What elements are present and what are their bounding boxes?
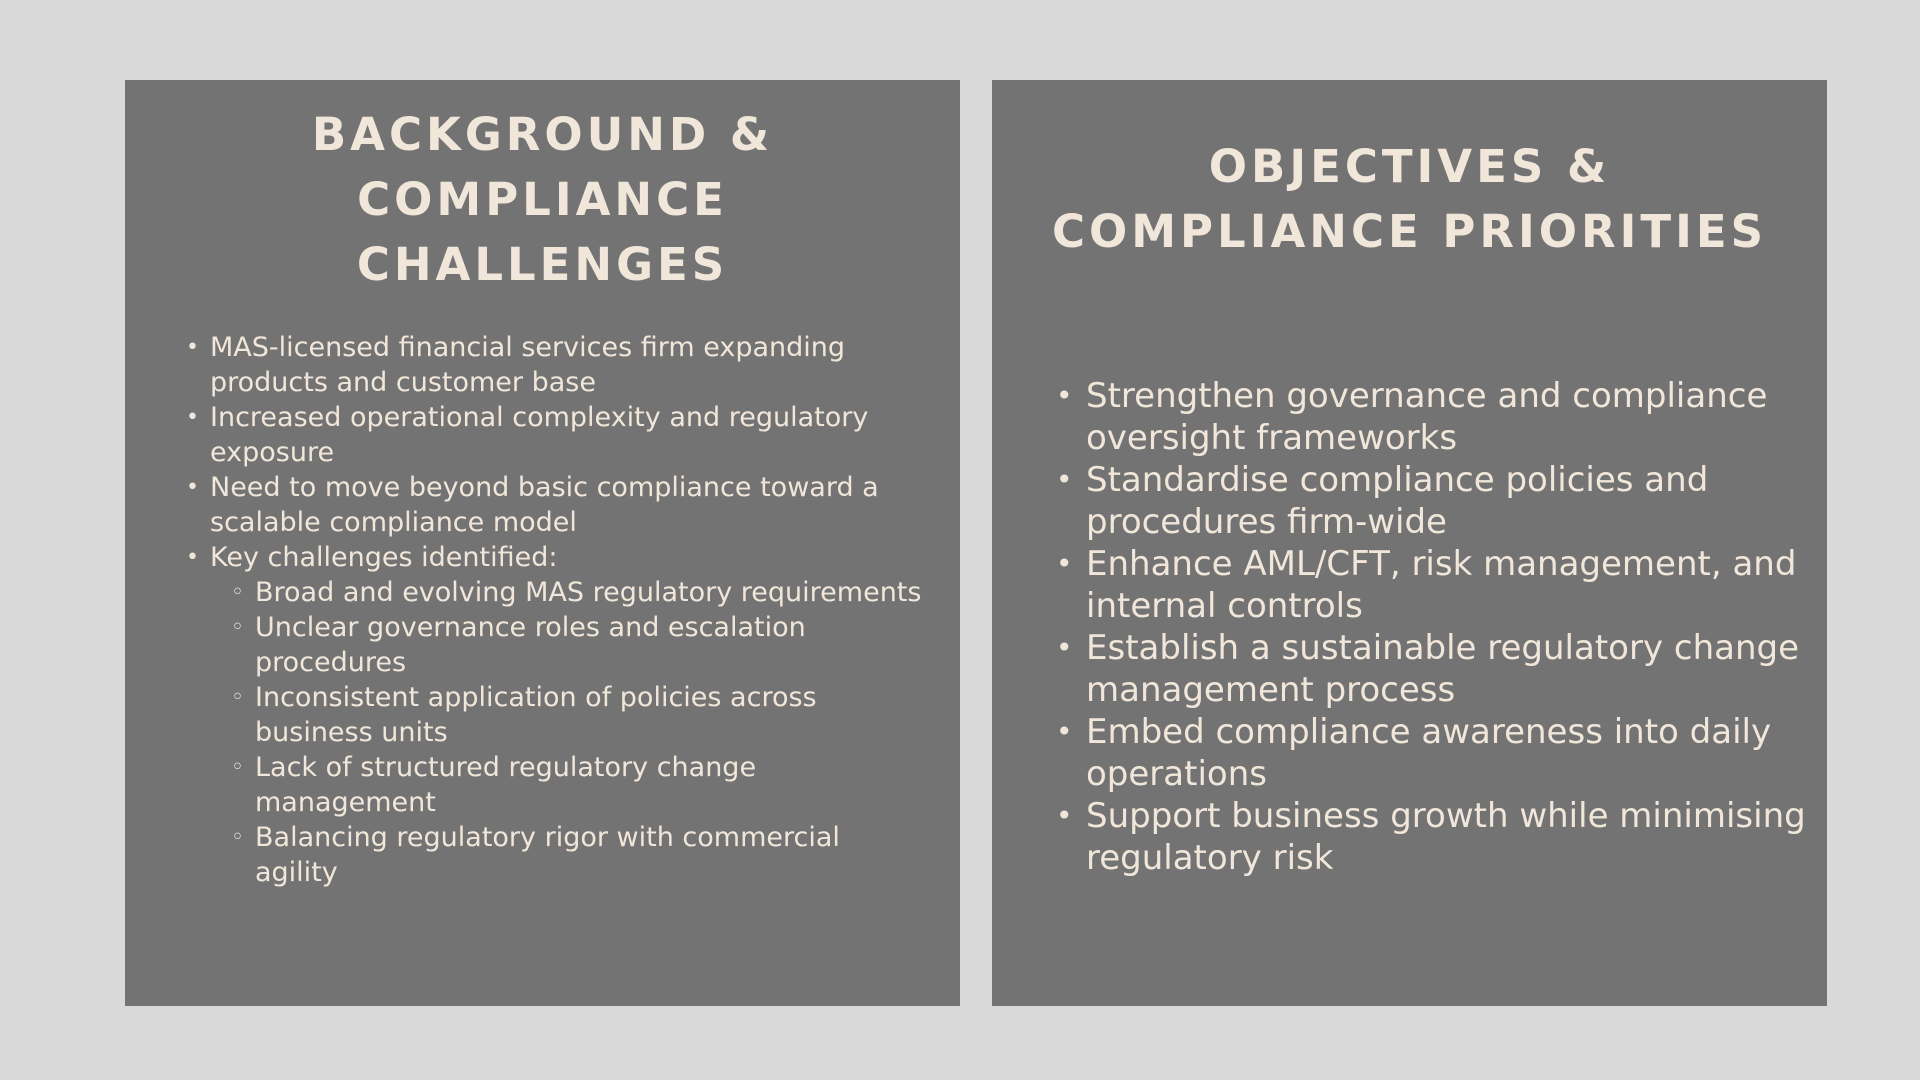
bullet-item: • Establish a sustainable regulatory change management process [1086, 627, 1806, 711]
objectives-bullet-list [1086, 375, 1806, 879]
bullet-item: • Enhance AML/CFT, risk management, and internal controls [1086, 543, 1806, 627]
objectives-priorities-title [992, 134, 1827, 264]
bullet-item: • MAS-licensed financial services firm expanding products and customer base [210, 330, 930, 400]
bullet-item: • Need to move beyond basic compliance toward a scalable compliance model [210, 470, 930, 540]
objectives-priorities-panel [992, 80, 1827, 1006]
title-line: COMPLIANCE [357, 173, 728, 226]
bullet-item: • Standardise compliance policies and procedures firm-wide [1086, 459, 1806, 543]
background-bullet-list [210, 330, 930, 890]
background-challenges-title [125, 102, 960, 297]
sub-bullet-item: ◦ Lack of structured regulatory change management [255, 750, 930, 820]
title-line: COMPLIANCE PRIORITIES [1052, 205, 1767, 258]
sub-bullet-item: ◦ Balancing regulatory rigor with commercial agility [255, 820, 930, 890]
bullet-item-label: Key challenges identified: [210, 542, 558, 573]
bullet-item: • Support business growth while minimising regulatory risk [1086, 795, 1806, 879]
bullet-item: • Strengthen governance and compliance oversight frameworks [1086, 375, 1806, 459]
sub-bullet-item: ◦ Unclear governance roles and escalation procedures [255, 610, 930, 680]
bullet-item: • Increased operational complexity and regulatory exposure [210, 400, 930, 470]
bullet-item: • Embed compliance awareness into daily operations [1086, 711, 1806, 795]
sub-bullet-item: ◦ Inconsistent application of policies across business units [255, 680, 930, 750]
background-challenges-panel [125, 80, 960, 1006]
title-line: CHALLENGES [356, 238, 729, 291]
bullet-item-with-subitems [210, 540, 930, 890]
title-line: OBJECTIVES & [1208, 140, 1611, 193]
challenges-sub-list [210, 575, 930, 890]
sub-bullet-item: ◦ Broad and evolving MAS regulatory requirements [255, 575, 930, 610]
title-line: BACKGROUND & [311, 108, 774, 161]
